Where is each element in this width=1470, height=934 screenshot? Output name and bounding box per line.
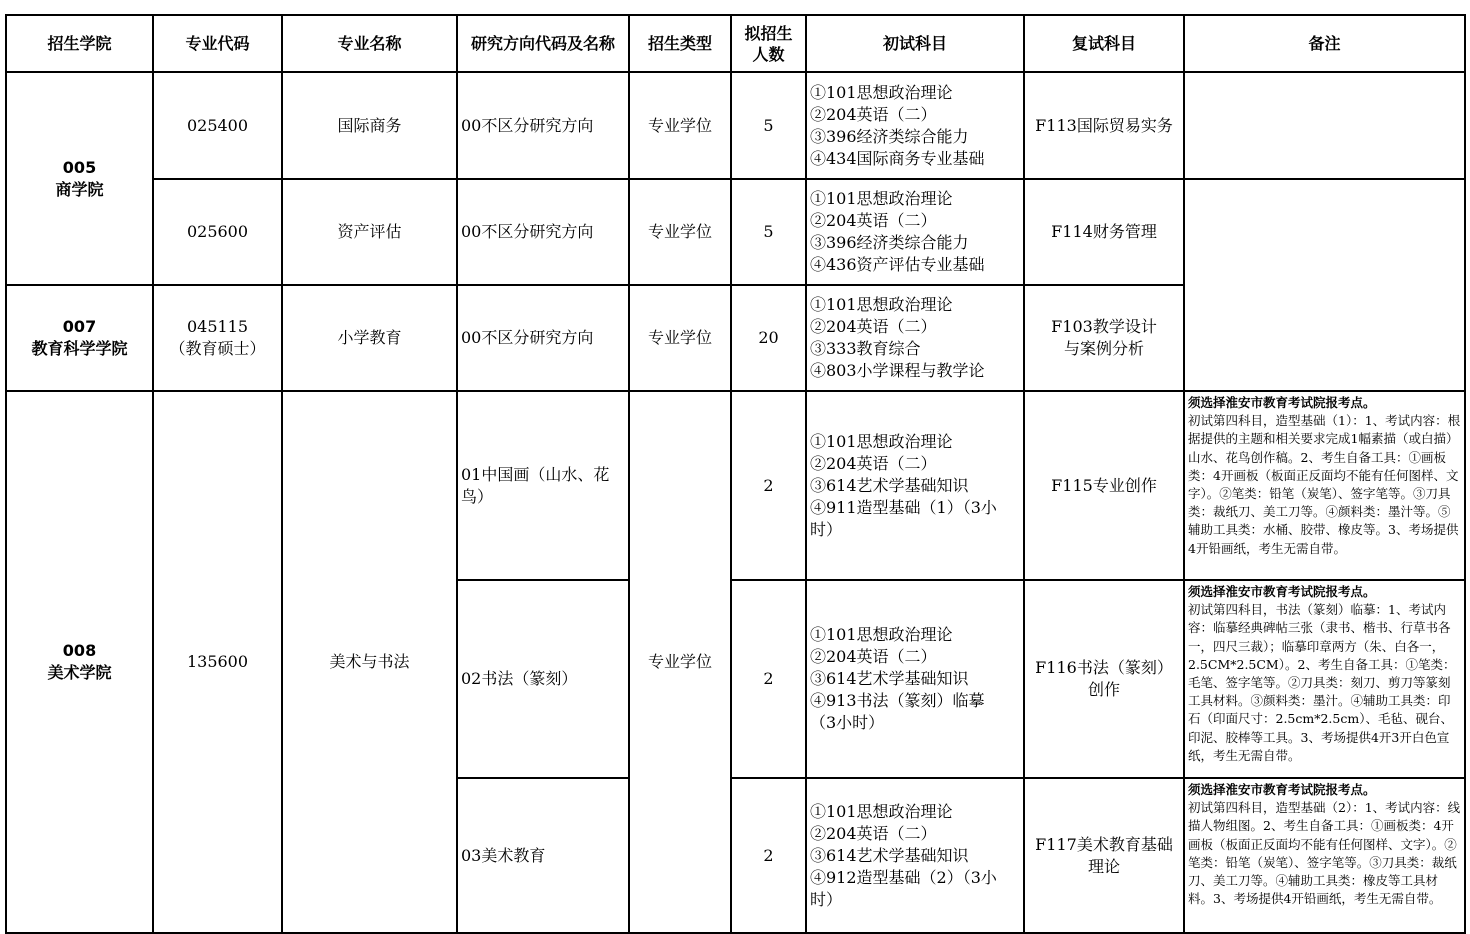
quota-cell: 5 xyxy=(731,179,806,285)
remarks-cell xyxy=(1184,72,1465,179)
header-type: 招生类型 xyxy=(629,15,731,72)
remarks-cell: 须选择淮安市教育考试院报考点。 初试第四科目，造型基础（1）：1、考试内容：根据提供的主题和相关要求完成1幅素描（或白描）山水、花鸟创作稿。2、考生自备工具：①画板类：4开画板（板面正反面均不能有任何图样、文字）。②笔类：铅笔（炭笔）、签字笔等。③刀具类：裁纸刀、美工刀等。④颜料类：墨汁等。⑤辅助工具类：水桶、胶带、橡皮等。3、考场提供4开铅画纸，考生无需自带。 xyxy=(1184,391,1465,580)
quota-cell: 2 xyxy=(731,391,806,580)
direction-cell: 00不区分研究方向 xyxy=(457,72,629,179)
college-cell: 008 美术学院 xyxy=(6,391,153,933)
table-row xyxy=(6,72,1465,179)
retest-cell: F116书法（篆刻） 创作 xyxy=(1024,580,1184,778)
header-major-code: 专业代码 xyxy=(153,15,282,72)
retest-cell: F117美术教育基础 理论 xyxy=(1024,778,1184,933)
direction-cell: 00不区分研究方向 xyxy=(457,285,629,391)
table-row xyxy=(6,391,1465,580)
header-direction: 研究方向代码及名称 xyxy=(457,15,629,72)
header-remarks: 备注 xyxy=(1184,15,1465,72)
type-cell: 专业学位 xyxy=(629,179,731,285)
initial-subjects-cell: ①101思想政治理论 ②204英语（二） ③614艺术学基础知识 ④911造型基础（1）（3小时） xyxy=(806,391,1024,580)
direction-cell: 03美术教育 xyxy=(457,778,629,933)
header-initial: 初试科目 xyxy=(806,15,1024,72)
direction-cell: 01中国画（山水、花鸟） xyxy=(457,391,629,580)
type-cell: 专业学位 xyxy=(629,391,731,933)
college-cell: 005 商学院 xyxy=(6,72,153,285)
initial-subjects-cell: ①101思想政治理论 ②204英语（二） ③396经济类综合能力 ④436资产评估专业基础 xyxy=(806,179,1024,285)
header-college: 招生学院 xyxy=(6,15,153,72)
retest-cell: F113国际贸易实务 xyxy=(1024,72,1184,179)
admissions-table xyxy=(5,14,1466,934)
major-name-cell: 小学教育 xyxy=(282,285,457,391)
quota-cell: 20 xyxy=(731,285,806,391)
initial-subjects-cell: ①101思想政治理论 ②204英语（二） ③396经济类综合能力 ④434国际商务专业基础 xyxy=(806,72,1024,179)
direction-cell: 02书法（篆刻） xyxy=(457,580,629,778)
table-row xyxy=(6,179,1465,285)
remarks-cell: 须选择淮安市教育考试院报考点。 初试第四科目，书法（篆刻）临摹：1、考试内容：临摹经典碑帖三张（隶书、楷书、行草书各一，四尺三裁）；临摹印章两方（朱、白各一，2.5CM*2.5CM）。2、考生自备工具：①笔类：毛笔、签字笔等。②刀具类：刻刀、剪刀等篆刻工具材料。③颜料类：墨汁。④辅助工具类：印石（印面尺寸：2.5cm*2.5cm）、毛毡、砚台、印泥、胶棒等工具。3、考场提供4开3开白色宣纸，考生无需自带。 xyxy=(1184,580,1465,778)
major-name-cell: 资产评估 xyxy=(282,179,457,285)
header-quota: 拟招生 人数 xyxy=(731,15,806,72)
type-cell: 专业学位 xyxy=(629,285,731,391)
major-name-cell: 国际商务 xyxy=(282,72,457,179)
major-name-cell: 美术与书法 xyxy=(282,391,457,933)
quota-cell: 5 xyxy=(731,72,806,179)
initial-subjects-cell: ①101思想政治理论 ②204英语（二） ③614艺术学基础知识 ④913书法（篆刻）临摹 （3小时） xyxy=(806,580,1024,778)
major-code-cell: 045115 （教育硕士） xyxy=(153,285,282,391)
header-retest: 复试科目 xyxy=(1024,15,1184,72)
remarks-cell: 须选择淮安市教育考试院报考点。 初试第四科目，造型基础（2）：1、考试内容：线描人物组图。2、考生自备工具：①画板类：4开画板（板面正反面均不能有任何图样、文字）。②笔类：铅笔（炭笔）、签字笔等。③刀具类：裁纸刀、美工刀等。④辅助工具类：橡皮等工具材料。3、考场提供4开铅画纸，考生无需自带。 xyxy=(1184,778,1465,933)
retest-cell: F115专业创作 xyxy=(1024,391,1184,580)
college-cell: 007 教育科学学院 xyxy=(6,285,153,391)
major-code-cell: 025600 xyxy=(153,179,282,285)
major-code-cell: 135600 xyxy=(153,391,282,933)
type-cell: 专业学位 xyxy=(629,72,731,179)
quota-cell: 2 xyxy=(731,778,806,933)
initial-subjects-cell: ①101思想政治理论 ②204英语（二） ③614艺术学基础知识 ④912造型基础（2）（3小时） xyxy=(806,778,1024,933)
quota-cell: 2 xyxy=(731,580,806,778)
direction-cell: 00不区分研究方向 xyxy=(457,179,629,285)
retest-cell: F103教学设计 与案例分析 xyxy=(1024,285,1184,391)
remarks-cell xyxy=(1184,179,1465,391)
major-code-cell: 025400 xyxy=(153,72,282,179)
initial-subjects-cell: ①101思想政治理论 ②204英语（二） ③333教育综合 ④803小学课程与教学论 xyxy=(806,285,1024,391)
header-major-name: 专业名称 xyxy=(282,15,457,72)
retest-cell: F114财务管理 xyxy=(1024,179,1184,285)
header-row xyxy=(6,15,1465,72)
